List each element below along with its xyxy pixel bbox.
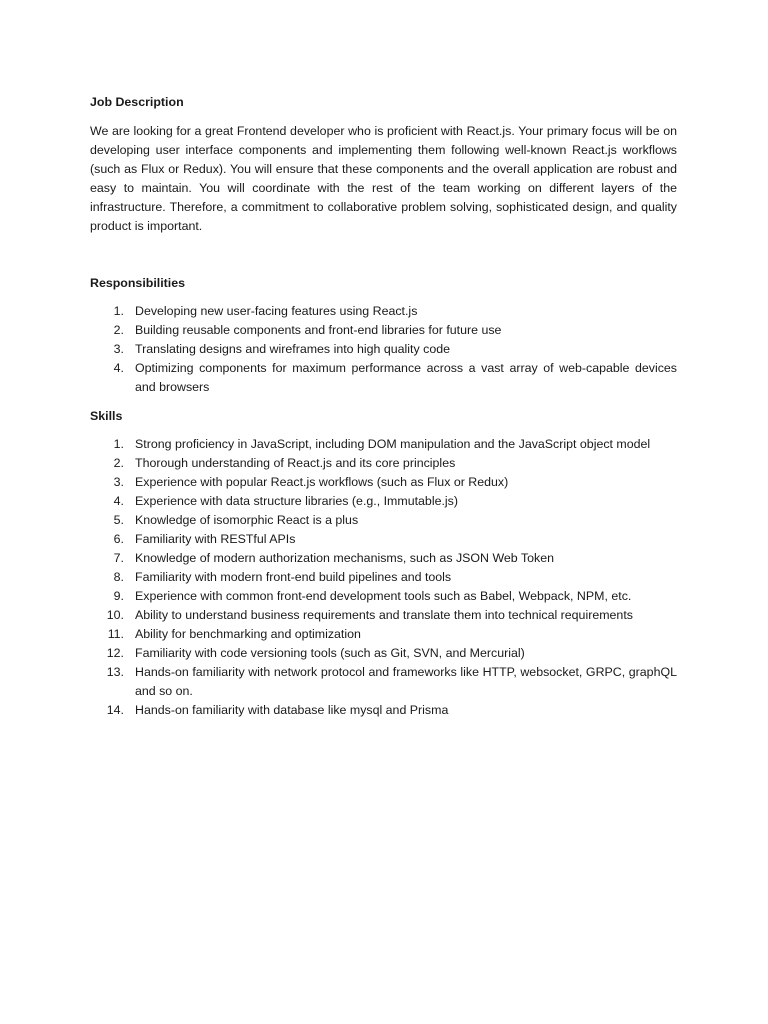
job-description-heading: Job Description — [90, 95, 184, 109]
list-item-number: 10. — [106, 608, 124, 622]
list-item-number: 9. — [113, 589, 124, 603]
list-item-text: Translating designs and wireframes into high quality code — [135, 342, 450, 356]
list-item-number: 4. — [113, 361, 124, 375]
responsibilities-list — [90, 302, 677, 397]
skills-heading: Skills — [90, 409, 123, 423]
list-item-number: 8. — [113, 570, 124, 584]
list-item — [90, 701, 677, 720]
responsibilities-heading: Responsibilities — [90, 276, 186, 290]
list-item-text: Knowledge of isomorphic React is a plus — [135, 513, 359, 527]
list-item — [90, 454, 677, 473]
skills-list — [90, 435, 677, 720]
list-item-number: 2. — [113, 323, 124, 337]
list-item — [90, 530, 677, 549]
list-item — [90, 492, 677, 511]
list-item-text: Familiarity with RESTful APIs — [135, 532, 296, 546]
list-item-number: 13. — [106, 665, 124, 679]
list-item — [90, 473, 677, 492]
list-item-text: Familiarity with code versioning tools (such as Git, SVN, and Mercurial) — [135, 646, 525, 660]
list-item-number: 2. — [113, 456, 124, 470]
list-item-text: Ability for benchmarking and optimization — [135, 627, 361, 641]
list-item-text: Ability to understand business requirements and translate them into technical requirements — [135, 608, 633, 622]
list-item — [90, 663, 677, 701]
list-item — [90, 321, 677, 340]
job-description-paragraph: We are looking for a great Frontend developer who is proficient with React.js. Your primary focus will be on developing user interface components and implementing them following well-known React.js workflows (such as Flux or Redux). You will ensure that these components and the overall application are robust and easy to maintain. You will coordinate with the rest of the team working on different layers of the infrastructure. Therefore, a commitment to collaborative problem solving, sophisticated design, and quality product is important. — [90, 124, 677, 233]
list-item-text: Hands-on familiarity with database like mysql and Prisma — [135, 703, 449, 717]
list-item — [90, 606, 677, 625]
list-item-number: 3. — [113, 342, 124, 356]
list-item-text: Thorough understanding of React.js and its core principles — [135, 456, 456, 470]
list-item — [90, 302, 677, 321]
list-item-number: 14. — [106, 703, 124, 717]
list-item-number: 5. — [113, 513, 124, 527]
list-item-text: Experience with common front-end development tools such as Babel, Webpack, NPM, etc. — [135, 589, 632, 603]
list-item-number: 1. — [113, 304, 124, 318]
list-item — [90, 435, 677, 454]
list-item — [90, 644, 677, 663]
list-item-text: Strong proficiency in JavaScript, including DOM manipulation and the JavaScript object model — [135, 437, 651, 451]
list-item — [90, 587, 677, 606]
list-item — [90, 625, 677, 644]
list-item — [90, 511, 677, 530]
list-item-number: 6. — [113, 532, 124, 546]
list-item-text: Developing new user-facing features using React.js — [135, 304, 418, 318]
list-item-number: 7. — [113, 551, 124, 565]
list-item — [90, 340, 677, 359]
document-page — [90, 93, 677, 720]
list-item-number: 4. — [113, 494, 124, 508]
list-item-number: 3. — [113, 475, 124, 489]
list-item-text: Optimizing components for maximum performance across a vast array of web-capable devices and browsers — [135, 361, 677, 394]
list-item-text: Hands-on familiarity with network protocol and frameworks like HTTP, websocket, GRPC, graphQL and so on. — [135, 665, 677, 698]
list-item-text: Knowledge of modern authorization mechanisms, such as JSON Web Token — [135, 551, 554, 565]
list-item-text: Experience with data structure libraries (e.g., Immutable.js) — [135, 494, 458, 508]
list-item-text: Familiarity with modern front-end build pipelines and tools — [135, 570, 452, 584]
list-item — [90, 359, 677, 397]
list-item-number: 11. — [107, 627, 124, 641]
list-item-text: Experience with popular React.js workflows (such as Flux or Redux) — [135, 475, 509, 489]
list-item-number: 1. — [113, 437, 124, 451]
list-item — [90, 549, 677, 568]
list-item-text: Building reusable components and front-end libraries for future use — [135, 323, 502, 337]
list-item-number: 12. — [106, 646, 124, 660]
list-item — [90, 568, 677, 587]
